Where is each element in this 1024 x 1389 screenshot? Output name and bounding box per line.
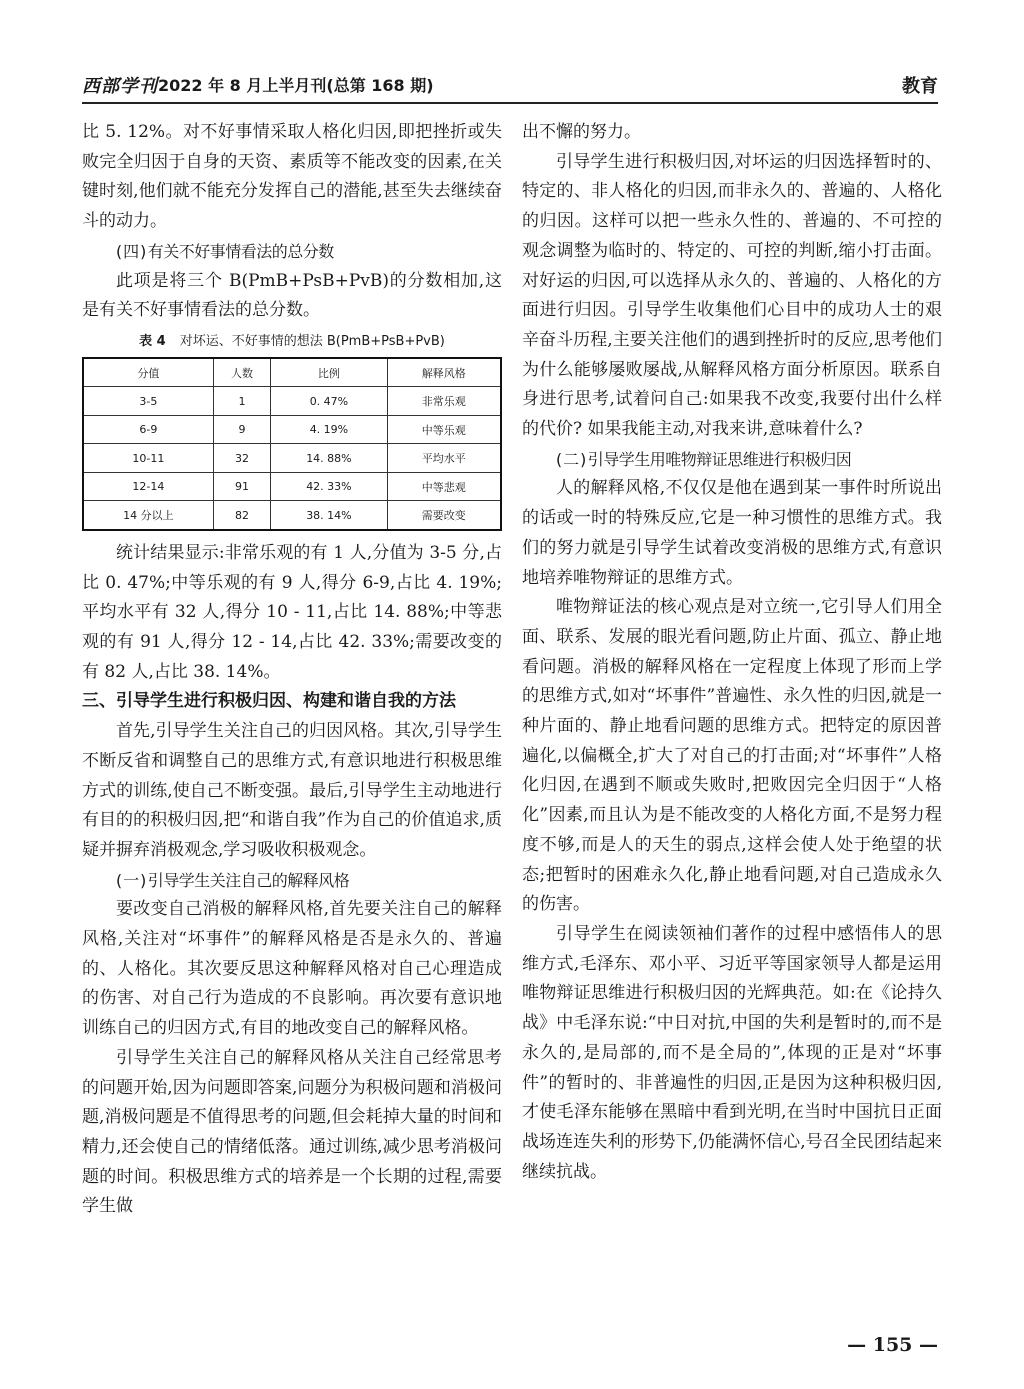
- table-cell: 非常乐观: [387, 387, 501, 416]
- table-row: [83, 444, 501, 473]
- table-wrapper: [82, 357, 502, 531]
- table-header-cell: 分值: [83, 358, 213, 387]
- table-row: [83, 415, 501, 444]
- table-cell: 0. 47%: [271, 387, 387, 416]
- paragraph: 此项是将三个 B(PmB+PsB+PvB)的分数相加,这是有关不好事情看法的总分数。: [82, 270, 502, 321]
- table-header-row: [83, 358, 501, 387]
- data-table: [82, 357, 502, 531]
- table-caption-number: 表 4: [139, 333, 166, 349]
- table-caption-text: 对坏运、不好事情的想法 B(PmB+PsB+PvB): [179, 333, 445, 349]
- paragraph: 统计结果显示:非常乐观的有 1 人,分值为 3-5 分,占比 0. 47%;中等乐观的有 9 人,得分 6-9,占比 4. 19%;平均水平有 32 人,得分 10 - 11,占比 14. 88%;中等悲观的有 91 人,得分 12 - 14,占比 42. 33%;需要改变的有 82 人,占比 38. 14%。: [82, 542, 502, 682]
- section-heading: 三、引导学生进行积极归因、构建和谐自我的方法: [82, 691, 456, 712]
- table-cell: 38. 14%: [271, 501, 387, 530]
- left-column: [82, 118, 502, 1222]
- table-header-cell: 解释风格: [387, 358, 501, 387]
- table-cell: 14. 88%: [271, 444, 387, 473]
- table-cell: 82: [213, 501, 271, 530]
- table-caption: [82, 330, 502, 349]
- paragraph: 引导学生关注自己的解释风格从关注自己经常思考的问题开始,因为问题即答案,问题分为积极问题和消极问题,消极问题是不值得思考的问题,但会耗掉大量的时间和精力,还会使自己的情绪低落。通过训练,减少思考消极问题的时间。积极思维方式的培养是一个长期的过程,需要学生做: [82, 1047, 502, 1217]
- table-cell: 14 分以上: [83, 501, 213, 530]
- paragraph: 唯物辩证法的核心观点是对立统一,它引导人们用全面、联系、发展的眼光看问题,防止片面、孤立、静止地看问题。消极的解释风格在一定程度上体现了形而上学的思维方式,如对“坏事件”普遍性、永久性的归因,就是一种片面的、静止地看问题的思维方式。把特定的原因普遍化,以偏概全,扩大了对自己的打击面;对“坏事件”人格化归因,在遇到不顺或失败时,把败因完全归因于“人格化”因素,而且认为是不能改变的人格化方面,不是努力程度不够,而是人的天生的弱点,这样会使人处于绝望的状态;把暂时的困难永久化,静止地看问题,对自己造成永久的伤害。: [522, 597, 942, 915]
- issue-info: 2022 年 8 月上半月刊(总第 168 期): [158, 76, 434, 95]
- table-header-cell: 人数: [213, 358, 271, 387]
- table-cell: 4. 19%: [271, 415, 387, 444]
- table-cell: 中等悲观: [387, 472, 501, 501]
- subheading: (二)引导学生用唯物辩证思维进行积极归因: [554, 449, 852, 469]
- paragraph: 比 5. 12%。对不好事情采取人格化归因,即把挫折或失败完全归因于自身的天资、素质等不能改变的因素,在关键时刻,他们就不能充分发挥自己的潜能,甚至失去继续奋斗的动力。: [82, 122, 502, 232]
- subheading: (一)引导学生关注自己的解释风格: [114, 870, 350, 890]
- paragraph: 要改变自己消极的解释风格,首先要关注自己的解释风格,关注对“坏事件”的解释风格是否是永久的、普遍的、人格化。其次要反思这种解释风格对自己心理造成的伤害、对自己行为造成的不良影响。再次要有意识地训练自己的归因方式,有目的地改变自己的解释风格。: [82, 899, 502, 1039]
- right-column: [522, 118, 942, 1187]
- journal-logo: 西部学刊: [82, 76, 158, 97]
- paragraph: 首先,引导学生关注自己的归因风格。其次,引导学生不断反省和调整自己的思维方式,有意识地进行积极思维方式的训练,使自己不断变强。最后,引导学生主动地进行有目的的积极归因,把“和谐自我”作为自己的价值追求,质疑并摒弃消极观念,学习吸收积极观念。: [82, 721, 502, 860]
- table-cell: 3-5: [83, 387, 213, 416]
- table-row: [83, 501, 501, 530]
- table-cell: 10-11: [83, 444, 213, 473]
- page-header: [82, 68, 938, 104]
- paragraph: 人的解释风格,不仅仅是他在遇到某一事件时所说出的话或一时的特殊反应,它是一种习惯性的思维方式。我们的努力就是引导学生试着改变消极的思维方式,有意识地培养唯物辩证的思维方式。: [522, 478, 942, 588]
- table-header-cell: 比例: [271, 358, 387, 387]
- table-cell: 91: [213, 472, 271, 501]
- table-row: [83, 472, 501, 501]
- subheading: (四)有关不好事情看法的总分数: [114, 241, 334, 261]
- table-cell: 平均水平: [387, 444, 501, 473]
- table-cell: 42. 33%: [271, 472, 387, 501]
- table-cell: 32: [213, 444, 271, 473]
- table-cell: 12-14: [83, 472, 213, 501]
- paragraph: 出不懈的努力。: [522, 122, 641, 142]
- table-cell: 中等乐观: [387, 415, 501, 444]
- paragraph: 引导学生进行积极归因,对坏运的归因选择暂时的、特定的、非人格化的归因,而非永久的、普遍的、人格化的归因。这样可以把一些永久性的、普遍的、不可控的观念调整为临时的、特定的、可控的判断,缩小打击面。对好运的归因,可以选择从永久的、普遍的、人格化的方面进行归因。引导学生收集他们心目中的成功人士的艰辛奋斗历程,主要关注他们的遇到挫折时的反应,思考他们为什么能够屡败屡战,从解释风格方面分析原因。联系自身进行思考,试着问自己:如果我不改变,我要付出什么样的代价? 如果我能主动,对我来讲,意味着什么?: [522, 151, 942, 440]
- table-cell: 6-9: [83, 415, 213, 444]
- page-number: — 155 —: [847, 1334, 938, 1356]
- table-row: [83, 387, 501, 416]
- table-cell: 9: [213, 415, 271, 444]
- table-cell: 需要改变: [387, 501, 501, 530]
- section-name: 教育: [902, 76, 938, 97]
- table-cell: 1: [213, 387, 271, 416]
- paragraph: 引导学生在阅读领袖们著作的过程中感悟伟人的思维方式,毛泽东、邓小平、习近平等国家领导人都是运用唯物辩证思维进行积极归因的光辉典范。如:在《论持久战》中毛泽东说:“中日对抗,中国的失利是暂时的,而不是永久的,是局部的,而不是全局的”,体现的正是对“坏事件”的暂时的、非普遍性的归因,正是因为这种积极归因,才使毛泽东能够在黑暗中看到光明,在当时中国抗日正面战场连连失利的形势下,仍能满怀信心,号召全民团结起来继续抗战。: [522, 923, 942, 1182]
